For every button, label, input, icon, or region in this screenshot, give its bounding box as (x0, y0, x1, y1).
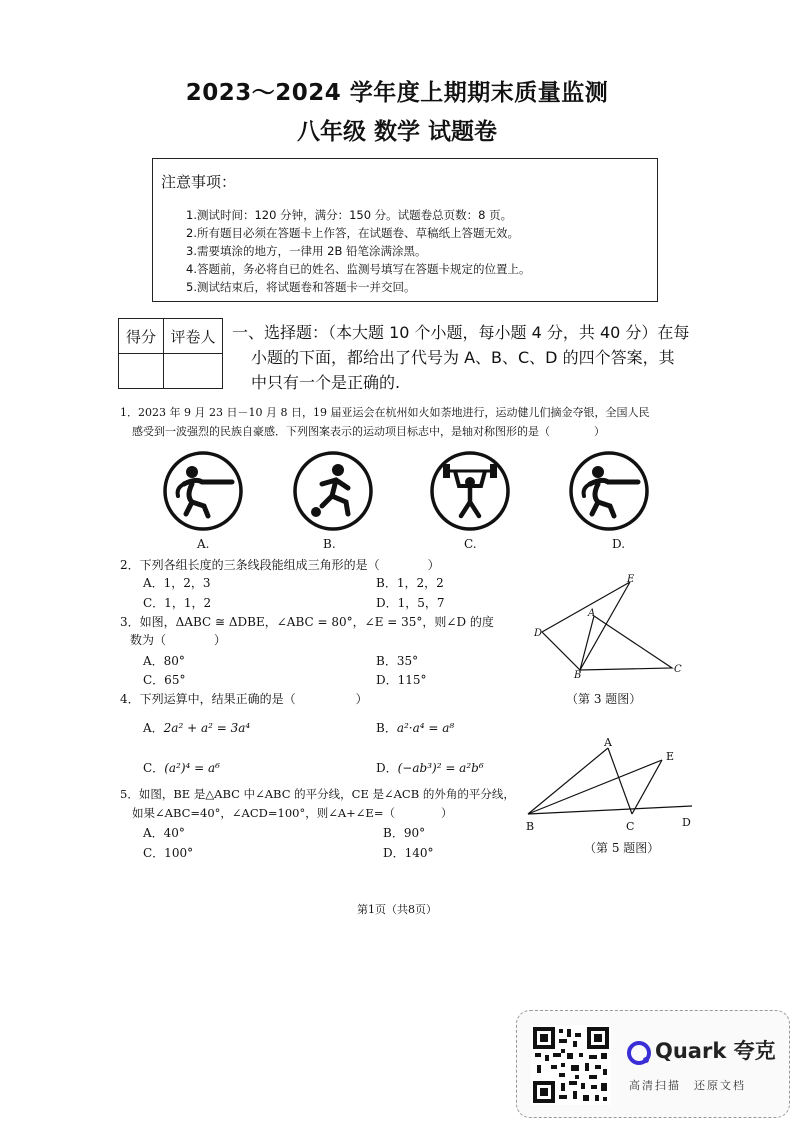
section-heading-line: 中只有一个是正确的. (251, 373, 401, 392)
question-3-figure (530, 570, 690, 680)
question-2-option-c: C．1，1，2 (143, 596, 212, 610)
quark-brand: Quark 夸克 (655, 1039, 776, 1063)
question-5-option-c: C．100° (143, 846, 194, 860)
figure-point-label: C (626, 820, 635, 833)
figure-point-label: A (588, 608, 596, 619)
option-label-b: B. (323, 537, 336, 551)
figure-point-label: E (627, 574, 635, 585)
question-3-option-d: D．115° (376, 673, 427, 687)
question-5-figure (520, 734, 700, 834)
option-expression: (a²)⁴ = a⁶ (164, 761, 220, 775)
question-5-stem: 5．如图，BE 是△ABC 中∠ABC 的平分线，CE 是∠ACB 的外角的平分线， (120, 787, 515, 801)
option-expression: (−ab³)² = a²b⁶ (397, 761, 484, 775)
section-heading-line: 小题的下面，都给出了代号为 A、B、C、D 的四个答案，其 (251, 348, 675, 367)
grader-header: 评卷人 (164, 319, 223, 354)
question-1-stem: 1．2023 年 9 月 23 日－10 月 8 日，19 届亚运会在杭州如火如荼地进行，运动健儿们摘金夺银，全国人民 (120, 406, 650, 419)
score-header: 得分 (119, 319, 164, 354)
score-table (118, 318, 223, 389)
figure-5-caption: （第 5 题图） (584, 841, 660, 855)
grader-cell[interactable] (164, 354, 223, 389)
question-4-option-b (376, 719, 454, 736)
figure-point-label: D (534, 628, 543, 639)
notice-title: 注意事项： (161, 173, 237, 191)
quark-slogan: 高清扫描 还原文档 (629, 1079, 746, 1092)
section-heading-line: 一、选择题：（本大题 10 个小题，每小题 4 分，共 40 分）在每 (232, 323, 690, 342)
question-5-stem: 如果∠ABC=40°，∠ACD=100°，则∠A+∠E=（ ） (132, 806, 453, 820)
weightlifting-icon (429, 450, 511, 532)
notice-item: 1.测试时间：120 分钟，满分：150 分。试题卷总页数：8 页。 (186, 208, 513, 222)
question-2-option-d: D．1，5，7 (376, 596, 445, 610)
option-letter: B． (376, 721, 397, 735)
exam-title: 2023～2024 学年度上期期末质量监测 (185, 80, 609, 106)
question-2-option-a: A．1，2，3 (143, 576, 211, 590)
figure-point-label: B (574, 670, 582, 680)
question-2-option-b: B．1，2，2 (376, 576, 444, 590)
option-label-a: A. (197, 537, 210, 551)
figure-point-label: E (666, 750, 675, 763)
notice-item: 2.所有题目必须在答题卡上作答，在试题卷、草稿纸上答题无效。 (186, 226, 519, 240)
notice-item: 4.答题前，务必将自已的姓名、监测号填写在答题卡规定的位置上。 (186, 262, 531, 276)
notice-item: 5.测试结束后，将试题卷和答题卡一并交回。 (186, 280, 416, 294)
question-4-option-c (143, 759, 220, 776)
question-4-option-a (143, 719, 250, 736)
question-3-option-a: A．80° (143, 654, 185, 668)
football-icon (292, 450, 374, 532)
option-expression: a²·a⁴ = a⁸ (396, 721, 455, 735)
question-3-stem: 3．如图，ΔABC ≅ ΔDBE，∠ABC = 80°，∠E = 35°，则∠D 的度 (120, 615, 494, 629)
option-letter: D． (376, 761, 398, 775)
qr-code-icon[interactable] (531, 1025, 611, 1105)
question-5-option-a: A．40° (143, 826, 185, 840)
notice-item: 3.需要填涂的地方，一律用 2B 铅笔涂满涂黑。 (186, 244, 427, 258)
question-3-stem: 数为（ ） (130, 633, 227, 647)
question-1-stem: 感受到一波强烈的民族自豪感．下列图案表示的运动项目标志中，是轴对称图形的是（ ） (132, 425, 605, 438)
question-5-option-b: B．90° (383, 826, 426, 840)
option-letter: C． (143, 761, 165, 775)
exam-subtitle: 八年级 数学 试题卷 (296, 119, 497, 145)
question-4-option-d (376, 759, 484, 776)
question-4-stem: 4．下列运算中，结果正确的是（ ） (120, 692, 368, 706)
option-expression: 2a² + a² = 3a⁴ (163, 721, 251, 735)
figure-point-label: B (526, 820, 535, 833)
fencing-icon (568, 450, 650, 532)
question-2-stem: 2．下列各组长度的三条线段能组成三角形的是（ ） (120, 558, 440, 572)
question-3-option-b: B．35° (376, 654, 419, 668)
score-cell[interactable] (119, 354, 164, 389)
option-label-d: D. (612, 537, 626, 551)
figure-point-label: A (604, 736, 612, 749)
option-letter: A． (143, 721, 164, 735)
quark-watermark (516, 1010, 790, 1118)
page-number: 第1页（共8页） (357, 903, 437, 916)
question-3-option-c: C．65° (143, 673, 186, 687)
figure-3-caption: （第 3 题图） (566, 692, 642, 706)
option-label-c: C. (464, 537, 477, 551)
notice-box (152, 158, 658, 302)
fencing-icon (162, 450, 244, 532)
quark-logo-icon (627, 1041, 651, 1065)
question-5-option-d: D．140° (383, 846, 434, 860)
section-heading (232, 320, 702, 395)
figure-point-label: C (674, 664, 682, 675)
figure-point-label: D (682, 816, 691, 829)
